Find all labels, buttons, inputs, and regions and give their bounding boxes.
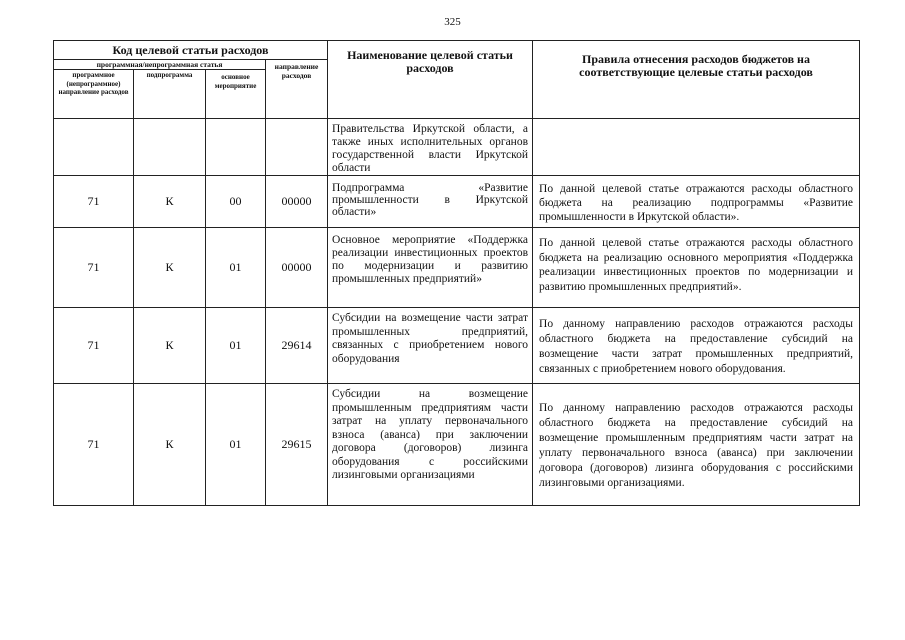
cell-rule: По данной целевой статье отражаются расходы областного бюджета на реализацию подпрограммы «Развитие промышленности в Иркутской области».	[533, 176, 860, 228]
header-program-group: программная/непрограммная статья	[54, 60, 266, 70]
cell-rule: По данному направлению расходов отражаются расходы областного бюджета на предоставление субсидий на возмещение части затрат промышленных предприятий, связанных с приобретением нового оборудования.	[533, 308, 860, 384]
header-subprogram: подпрограмма	[134, 70, 206, 119]
cell-direction: 29615	[266, 384, 328, 506]
table-row	[54, 384, 860, 506]
header-name: Наименование целевой статьи расходов	[328, 41, 533, 119]
cell-name: Основное мероприятие «Поддержка реализации инвестиционных проектов по модернизации и развитию промышленных предприятий»	[328, 228, 533, 308]
cell-subprogram: К	[134, 384, 206, 506]
budget-classification-table	[53, 40, 860, 506]
header-event: основное мероприятие	[206, 70, 266, 119]
cell-direction: 00000	[266, 228, 328, 308]
table-row	[54, 308, 860, 384]
cell-program: 71	[54, 228, 134, 308]
table-row	[54, 119, 860, 176]
cell-rule: По данной целевой статье отражаются расходы областного бюджета на реализацию основного мероприятия «Поддержка реализации инвестиционных проектов по модернизации и развитию промышленных предприятий».	[533, 228, 860, 308]
page-number: 325	[444, 16, 461, 28]
header-rules: Правила отнесения расходов бюджетов на соответствующие целевые статьи расходов	[533, 41, 860, 119]
cell-event: 00	[206, 176, 266, 228]
cell-name: Правительства Иркутской области, а также иных исполнительных органов государственной власти Иркутской области	[328, 119, 533, 176]
cell-subprogram: К	[134, 228, 206, 308]
cell-name: Подпрограмма «Развитие промышленности в Иркутской области»	[328, 176, 533, 228]
cell-subprogram: К	[134, 308, 206, 384]
cell-subprogram	[134, 119, 206, 176]
cell-name: Субсидии на возмещение части затрат промышленных предприятий, связанных с приобретением нового оборудования	[328, 308, 533, 384]
header-program: программное (непрограммное) направление расходов	[54, 70, 134, 119]
cell-direction: 29614	[266, 308, 328, 384]
header-code-group: Код целевой статьи расходов	[54, 41, 328, 60]
cell-program	[54, 119, 134, 176]
cell-program: 71	[54, 384, 134, 506]
cell-rule	[533, 119, 860, 176]
cell-event: 01	[206, 308, 266, 384]
cell-direction	[266, 119, 328, 176]
cell-subprogram: К	[134, 176, 206, 228]
header-direction: направление расходов	[266, 60, 328, 119]
cell-program: 71	[54, 176, 134, 228]
cell-event	[206, 119, 266, 176]
cell-name: Субсидии на возмещение промышленным предприятиям части затрат на уплату первоначального взноса (аванса) при заключении договора (договоров) лизинга оборудования с российскими лизинговыми организациями	[328, 384, 533, 506]
table-row	[54, 176, 860, 228]
cell-event: 01	[206, 384, 266, 506]
table-row	[54, 228, 860, 308]
cell-rule: По данному направлению расходов отражаются расходы областного бюджета на предоставление субсидий на возмещение промышленным предприятиям части затрат на уплату первоначального взноса (аванса) при заключении договора (договоров) лизинга оборудования с российскими лизинговыми организациями.	[533, 384, 860, 506]
cell-event: 01	[206, 228, 266, 308]
cell-program: 71	[54, 308, 134, 384]
cell-direction: 00000	[266, 176, 328, 228]
